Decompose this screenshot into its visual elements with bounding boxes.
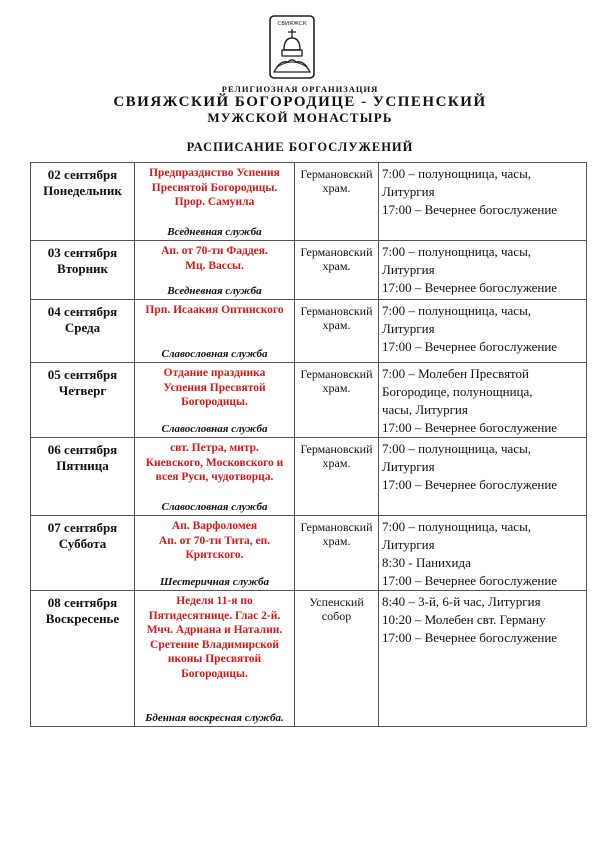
feast-line: Неделя 11-я по (176, 595, 253, 607)
day-cell (31, 591, 135, 727)
feast-cell (135, 163, 295, 241)
temple-cell (295, 516, 379, 591)
service-time-line: 17:00 – Вечернее богослужение (382, 339, 558, 354)
day-cell (31, 300, 135, 363)
weekday-label: Суббота (58, 536, 107, 551)
table-row (31, 163, 587, 241)
feast-line: Пятидесятнице. Глас 2-й. (148, 609, 281, 622)
feast-cell (135, 300, 295, 363)
service-type-label: Шестеричная служба (159, 576, 270, 588)
feast-line: Мц. Вассы. (185, 259, 244, 272)
feast-line: всея Руси, чудотворца. (155, 471, 274, 483)
service-time-line: 7:00 – полунощница, часы, (382, 303, 532, 318)
feast-line: Сретение Владимирской (150, 638, 279, 651)
feast-cell (135, 241, 295, 300)
date-label: 06 сентября (47, 442, 118, 457)
organization-name-line1: СВИЯЖСКИЙ БОГОРОДИЦЕ - УСПЕНСКИЙ (113, 94, 487, 110)
temple-line: Германовский (300, 367, 373, 381)
table-row (31, 516, 587, 591)
temple-line: храм. (322, 381, 351, 395)
temple-line: Германовский (300, 442, 373, 456)
logo-lettering: СВИЯЖСК (277, 21, 307, 27)
temple-line: Германовский (300, 245, 373, 259)
temple-cell (295, 163, 379, 241)
service-type-label: Славословная служба (161, 423, 268, 435)
times-cell (379, 300, 587, 363)
feast-line: Ап. от 70-ти Фаддея. (161, 245, 268, 257)
date-label: 05 сентября (47, 367, 118, 382)
feast-line: Богородицы. (181, 667, 248, 680)
temple-line: храм. (322, 259, 351, 273)
service-time-line: 7:00 – Молебен Пресвятой (382, 366, 530, 381)
temple-line: храм. (322, 456, 351, 470)
service-type-label: Вседневная служба (167, 285, 262, 297)
feast-line: Предпразднство Успения (149, 167, 280, 179)
service-type-label: Славословная служба (161, 501, 268, 513)
feast-line: Богородицы. (181, 396, 248, 408)
date-label: 07 сентября (47, 520, 118, 535)
service-time-line: 7:00 – полунощница, часы, (382, 244, 532, 259)
weekday-label: Вторник (56, 261, 109, 276)
service-time-line: Литургия (382, 321, 435, 336)
date-label: 08 сентября (47, 595, 118, 610)
feast-cell (135, 363, 295, 438)
service-time-line: 17:00 – Вечернее богослужение (382, 573, 558, 588)
weekday-label: Четверг (58, 383, 107, 398)
service-time-line: Богородице, полунощница, (382, 384, 533, 399)
service-time-line: Литургия (382, 459, 435, 474)
feast-line: Ап. от 70-ти Тита, еп. (158, 534, 271, 547)
service-type-label: Вседневная служба (167, 226, 262, 238)
service-time-line: 8:30 - Панихида (382, 555, 471, 570)
day-cell (31, 438, 135, 516)
temple-cell (295, 591, 379, 727)
temple-cell (295, 438, 379, 516)
table-row (31, 438, 587, 516)
feast-line: Прп. Исаакия Оптинского (145, 304, 284, 316)
table-row (31, 300, 587, 363)
organization-name-line2: МУЖСКОЙ МОНАСТЫРЬ (207, 110, 393, 125)
day-cell (31, 163, 135, 241)
feast-line: Пресвятой Богородицы. (151, 181, 278, 194)
times-cell (379, 363, 587, 438)
service-time-line: 17:00 – Вечернее богослужение (382, 420, 558, 435)
service-time-line: часы, Литургия (382, 402, 468, 417)
service-time-line: 7:00 – полунощница, часы, (382, 166, 532, 181)
service-time-line: 17:00 – Вечернее богослужение (382, 280, 558, 295)
feast-line: иконы Пресвятой (167, 653, 262, 665)
schedule-title: РАСПИСАНИЕ БОГОСЛУЖЕНИЙ (186, 140, 414, 154)
service-time-line: Литургия (382, 537, 435, 552)
feast-line: свт. Петра, митр. (170, 442, 259, 454)
day-cell (31, 241, 135, 300)
service-time-line: 7:00 – полунощница, часы, (382, 519, 532, 534)
times-cell (379, 591, 587, 727)
times-cell (379, 438, 587, 516)
times-cell (379, 241, 587, 300)
feast-line: Ап. Варфоломея (171, 520, 258, 532)
weekday-label: Понедельник (43, 183, 122, 198)
day-cell (31, 363, 135, 438)
table-row (31, 363, 587, 438)
feast-line: Мчч. Адриана и Наталии. (146, 624, 283, 636)
service-time-line: 17:00 – Вечернее богослужение (382, 630, 558, 645)
temple-line: собор (321, 609, 352, 623)
temple-line: Германовский (300, 167, 373, 181)
date-label: 04 сентября (47, 304, 118, 319)
temple-line: Германовский (300, 520, 373, 534)
feast-line: Киевского, Московского и (145, 456, 284, 469)
weekday-label: Пятница (56, 458, 109, 473)
service-time-line: Литургия (382, 262, 435, 277)
service-type-label: Бденная воскресная служба. (145, 712, 284, 724)
feast-cell (135, 438, 295, 516)
service-time-line: Литургия (382, 184, 435, 199)
date-label: 02 сентября (47, 167, 118, 182)
feast-cell (135, 516, 295, 591)
service-time-line: 8:40 – 3-й, 6-й час, Литургия (382, 594, 541, 609)
feast-line: Критского. (185, 549, 244, 561)
feast-line: Отдание праздника (163, 367, 266, 379)
service-type-label: Славословная служба (161, 348, 268, 360)
temple-line: храм. (322, 181, 351, 195)
temple-line: Германовский (300, 304, 373, 318)
weekday-label: Воскресенье (45, 611, 120, 626)
temple-line: Успенский (309, 595, 364, 609)
feast-line: Успения Пресвятой (163, 381, 266, 394)
organization-type: РЕЛИГИОЗНАЯ ОРГАНИЗАЦИЯ (221, 84, 379, 94)
table-row (31, 241, 587, 300)
temple-cell (295, 300, 379, 363)
schedule-table (30, 162, 587, 727)
temple-cell (295, 363, 379, 438)
service-time-line: 17:00 – Вечернее богослужение (382, 477, 558, 492)
temple-cell (295, 241, 379, 300)
day-cell (31, 516, 135, 591)
feast-cell (135, 591, 295, 727)
weekday-label: Среда (64, 320, 101, 335)
times-cell (379, 516, 587, 591)
times-cell (379, 163, 587, 241)
feast-line: Прор. Самуила (174, 196, 255, 208)
temple-line: храм. (322, 318, 351, 332)
service-time-line: 10:20 – Молебен свт. Герману (382, 612, 546, 627)
service-time-line: 7:00 – полунощница, часы, (382, 441, 532, 456)
temple-line: храм. (322, 534, 351, 548)
table-row (31, 591, 587, 727)
date-label: 03 сентября (47, 245, 118, 260)
monastery-logo-icon (268, 14, 316, 80)
service-time-line: 17:00 – Вечернее богослужение (382, 202, 558, 217)
